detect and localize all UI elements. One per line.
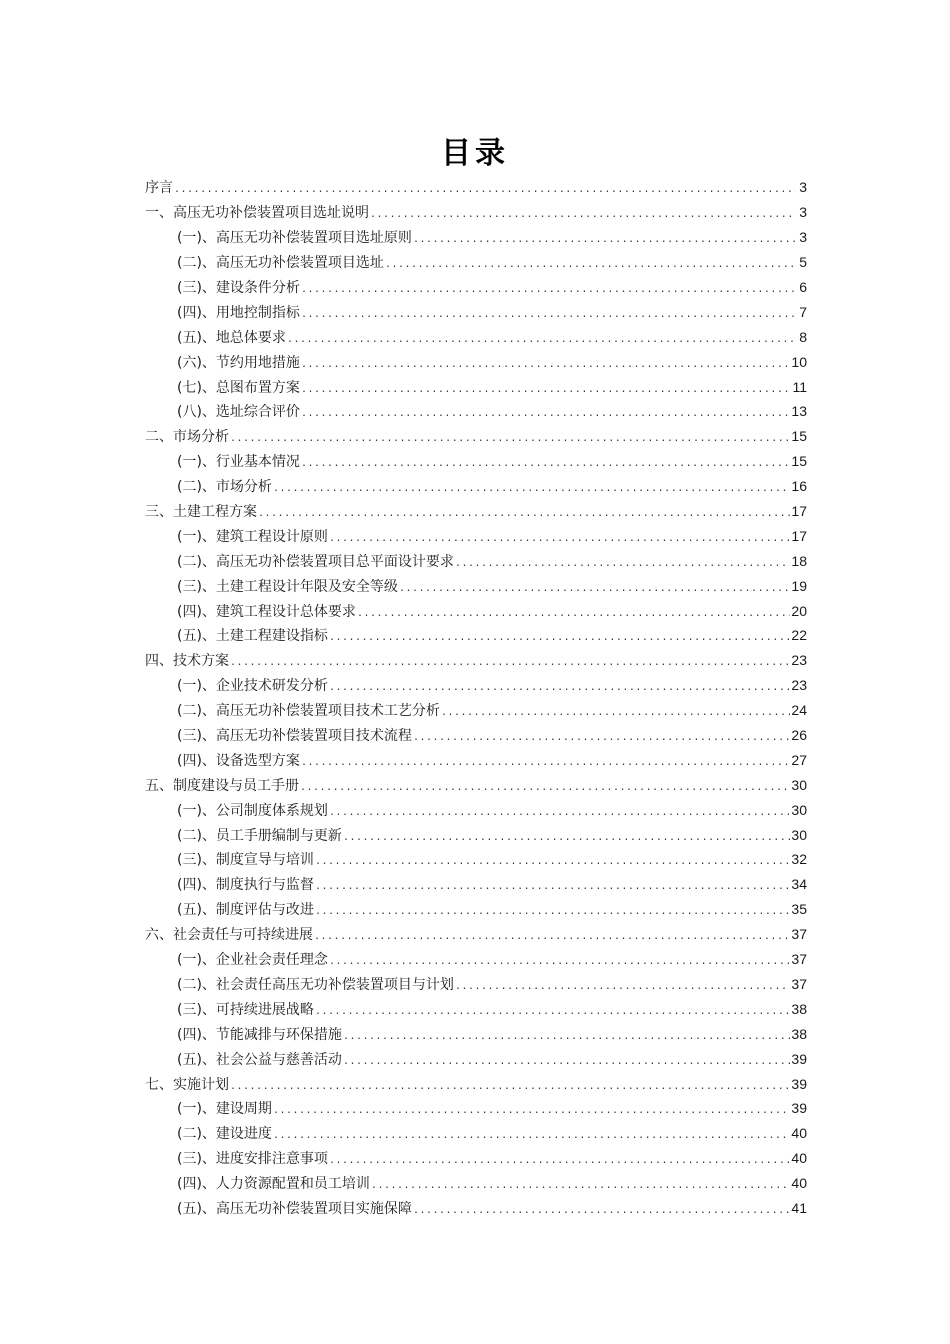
toc-section-entry[interactable] — [145, 573, 807, 598]
toc-page-number: 3 — [799, 179, 807, 196]
toc-page-number: 16 — [791, 478, 807, 495]
toc-page-number: 40 — [791, 1125, 807, 1142]
toc-dot-leader — [343, 833, 790, 843]
toc-entry-text: (一)、公司制度体系规划 — [177, 802, 328, 819]
toc-section-entry[interactable] — [145, 698, 807, 723]
toc-page-number: 34 — [791, 876, 807, 893]
toc-dot-leader — [300, 783, 790, 793]
toc-page-number: 32 — [791, 851, 807, 868]
toc-page-number: 39 — [791, 1050, 807, 1067]
toc-dot-leader — [329, 808, 790, 818]
toc-section-entry[interactable] — [145, 250, 807, 275]
toc-dot-leader — [329, 633, 790, 643]
toc-section-entry[interactable] — [145, 797, 807, 822]
toc-section-entry[interactable] — [145, 374, 807, 399]
toc-list — [145, 175, 807, 1220]
toc-dot-leader — [455, 982, 790, 992]
toc-chapter-entry[interactable] — [145, 648, 807, 673]
toc-entry-text: (二)、高压无功补偿装置项目技术工艺分析 — [177, 703, 440, 720]
toc-page-number: 3 — [799, 204, 807, 221]
toc-page-number: 37 — [791, 951, 807, 968]
toc-page-number: 5 — [799, 254, 807, 271]
toc-page-number: 30 — [791, 826, 807, 843]
toc-dot-leader — [301, 409, 790, 419]
toc-section-entry[interactable] — [145, 996, 807, 1021]
toc-dot-leader — [315, 882, 790, 892]
toc-entry-text: (八)、选址综合评价 — [177, 404, 300, 421]
toc-section-entry[interactable] — [145, 1046, 807, 1071]
toc-dot-leader — [230, 434, 790, 444]
toc-dot-leader — [301, 459, 790, 469]
toc-dot-leader — [357, 609, 790, 619]
toc-page-number: 24 — [791, 702, 807, 719]
toc-entry-text: (四)、建筑工程设计总体要求 — [177, 603, 356, 620]
toc-entry-text: (四)、用地控制指标 — [177, 304, 300, 321]
toc-dot-leader — [441, 708, 790, 718]
toc-dot-leader — [385, 260, 796, 270]
toc-entry-text: (一)、建设周期 — [177, 1101, 272, 1118]
toc-dot-leader — [371, 1181, 790, 1191]
toc-dot-leader — [329, 534, 790, 544]
toc-page-number: 27 — [791, 751, 807, 768]
toc-entry-text: (四)、制度执行与监督 — [177, 877, 314, 894]
toc-page-number: 15 — [791, 453, 807, 470]
toc-page-number: 38 — [791, 1000, 807, 1017]
toc-section-entry[interactable] — [145, 1171, 807, 1196]
toc-entry-text: (一)、建筑工程设计原则 — [177, 528, 328, 545]
toc-entry-text: (一)、高压无功补偿装置项目选址原则 — [177, 230, 412, 247]
toc-section-entry[interactable] — [145, 399, 807, 424]
toc-section-entry[interactable] — [145, 1146, 807, 1171]
toc-entry-text: 三、土建工程方案 — [145, 504, 257, 521]
toc-dot-leader — [301, 385, 792, 395]
toc-entry-text: (三)、土建工程设计年限及安全等级 — [177, 578, 398, 595]
toc-entry-text: (二)、员工手册编制与更新 — [177, 827, 342, 844]
toc-section-entry[interactable] — [145, 449, 807, 474]
toc-dot-leader — [230, 1082, 790, 1092]
toc-chapter-entry[interactable] — [145, 200, 807, 225]
toc-dot-leader — [343, 1032, 790, 1042]
toc-chapter-entry[interactable] — [145, 772, 807, 797]
toc-page-number: 6 — [799, 279, 807, 295]
toc-dot-leader — [273, 1131, 790, 1141]
toc-dot-leader — [399, 584, 790, 594]
toc-dot-leader — [315, 907, 790, 917]
toc-entry-text: (一)、企业技术研发分析 — [177, 678, 328, 695]
toc-section-entry[interactable] — [145, 673, 807, 698]
toc-dot-leader — [301, 758, 790, 768]
toc-page-number: 22 — [791, 627, 807, 644]
toc-page-number: 18 — [791, 552, 807, 569]
toc-section-entry[interactable] — [145, 299, 807, 324]
toc-section-entry[interactable] — [145, 349, 807, 374]
toc-entry-text: (一)、企业社会责任理念 — [177, 952, 328, 969]
toc-page-number: 37 — [791, 975, 807, 992]
toc-entry-text: (四)、设备选型方案 — [177, 752, 300, 769]
toc-section-entry[interactable] — [145, 598, 807, 623]
toc-page-number: 38 — [791, 1025, 807, 1042]
toc-dot-leader — [273, 484, 790, 494]
toc-section-entry[interactable] — [145, 324, 807, 349]
toc-entry-text: 五、制度建设与员工手册 — [145, 777, 299, 794]
toc-entry-text: (一)、行业基本情况 — [177, 454, 300, 471]
toc-dot-leader — [343, 1057, 790, 1067]
toc-page-number: 17 — [791, 503, 807, 520]
toc-dot-leader — [301, 310, 796, 320]
toc-page-number: 37 — [791, 926, 807, 943]
toc-page-number: 11 — [792, 378, 807, 395]
toc-dot-leader — [174, 185, 796, 195]
toc-dot-leader — [314, 932, 790, 942]
toc-title: 目录 — [441, 136, 509, 171]
toc-section-entry[interactable] — [145, 872, 807, 897]
toc-dot-leader — [230, 658, 790, 668]
toc-section-entry[interactable] — [145, 225, 807, 250]
toc-chapter-entry[interactable] — [145, 1071, 807, 1096]
toc-entry-text: (三)、高压无功补偿装置项目技术流程 — [177, 728, 412, 745]
toc-entry-text: 七、实施计划 — [145, 1076, 229, 1093]
toc-entry-text: (七)、总图布置方案 — [177, 379, 300, 396]
toc-dot-leader — [287, 335, 796, 345]
toc-section-entry[interactable] — [145, 623, 807, 648]
toc-entry-text: 序言 — [145, 180, 173, 197]
toc-dot-leader — [370, 210, 796, 220]
toc-entry-text: 一、高压无功补偿装置项目选址说明 — [145, 205, 369, 222]
toc-entry-text: (二)、高压无功补偿装置项目总平面设计要求 — [177, 553, 454, 570]
toc-dot-leader — [413, 733, 790, 743]
toc-page-number: 3 — [799, 229, 807, 246]
toc-page-number: 7 — [799, 303, 807, 320]
toc-page-number: 23 — [791, 677, 807, 694]
toc-section-entry[interactable] — [145, 474, 807, 499]
toc-page-number: 30 — [791, 776, 807, 793]
toc-dot-leader — [301, 360, 790, 370]
toc-chapter-entry[interactable] — [145, 922, 807, 947]
toc-entry-text: (五)、高压无功补偿装置项目实施保障 — [177, 1200, 412, 1217]
toc-dot-leader — [329, 1156, 790, 1166]
toc-entry-text: 二、市场分析 — [145, 429, 229, 446]
toc-dot-leader — [273, 1106, 790, 1116]
toc-entry-text: (三)、建设条件分析 — [177, 280, 300, 296]
toc-page-number: 20 — [791, 602, 807, 619]
toc-dot-leader — [455, 559, 790, 569]
toc-entry-text: (三)、制度宣导与培训 — [177, 852, 314, 869]
toc-entry-text: (五)、社会公益与慈善活动 — [177, 1051, 342, 1068]
toc-section-entry[interactable] — [145, 275, 807, 300]
toc-entry-text: (四)、节能减排与环保措施 — [177, 1026, 342, 1043]
toc-entry-text: 四、技术方案 — [145, 653, 229, 670]
toc-entry-text: (五)、制度评估与改进 — [177, 902, 314, 919]
toc-page-number: 8 — [799, 328, 807, 345]
toc-section-entry[interactable] — [145, 1196, 807, 1221]
toc-page-number: 15 — [791, 428, 807, 445]
toc-page-number: 26 — [791, 727, 807, 744]
toc-page-number: 40 — [791, 1175, 807, 1192]
toc-page-number: 41 — [791, 1199, 807, 1216]
toc-section-entry[interactable] — [145, 897, 807, 922]
toc-chapter-entry[interactable] — [145, 175, 807, 200]
toc-page-number: 19 — [791, 577, 807, 594]
toc-entry-text: (六)、节约用地措施 — [177, 354, 300, 371]
toc-section-entry[interactable] — [145, 523, 807, 548]
toc-dot-leader — [301, 285, 796, 295]
toc-dot-leader — [329, 957, 790, 967]
toc-entry-text: (三)、进度安排注意事项 — [177, 1151, 328, 1168]
toc-entry-text: (三)、可持续进展战略 — [177, 1001, 314, 1018]
toc-section-entry[interactable] — [145, 1096, 807, 1121]
toc-section-entry[interactable] — [145, 947, 807, 972]
toc-entry-text: 六、社会责任与可持续进展 — [145, 927, 313, 944]
toc-page-number: 39 — [791, 1075, 807, 1092]
toc-dot-leader — [329, 683, 790, 693]
toc-page-number: 17 — [791, 527, 807, 544]
toc-entry-text: (五)、地总体要求 — [177, 329, 286, 346]
toc-page-number: 23 — [791, 652, 807, 669]
toc-section-entry[interactable] — [145, 1021, 807, 1046]
toc-page-number: 30 — [791, 801, 807, 818]
toc-dot-leader — [315, 1007, 790, 1017]
toc-dot-leader — [315, 857, 790, 867]
toc-section-entry[interactable] — [145, 972, 807, 997]
toc-entry-text: (二)、高压无功补偿装置项目选址 — [177, 255, 384, 272]
toc-page-number: 10 — [791, 353, 807, 370]
toc-section-entry[interactable] — [145, 847, 807, 872]
toc-entry-text: (二)、社会责任高压无功补偿装置项目与计划 — [177, 976, 454, 993]
toc-dot-leader — [258, 509, 790, 519]
toc-section-entry[interactable] — [145, 723, 807, 748]
toc-page-number: 39 — [791, 1100, 807, 1117]
toc-page-number: 13 — [791, 403, 807, 420]
toc-dot-leader — [413, 235, 796, 245]
toc-page-number: 40 — [791, 1150, 807, 1167]
toc-entry-text: (四)、人力资源配置和员工培训 — [177, 1176, 370, 1193]
toc-chapter-entry[interactable] — [145, 424, 807, 449]
toc-entry-text: (五)、土建工程建设指标 — [177, 628, 328, 645]
toc-page-number: 35 — [791, 901, 807, 918]
toc-entry-text: (二)、市场分析 — [177, 479, 272, 496]
toc-entry-text: (二)、建设进度 — [177, 1126, 272, 1143]
toc-section-entry[interactable] — [145, 1121, 807, 1146]
toc-section-entry[interactable] — [145, 548, 807, 573]
toc-dot-leader — [413, 1206, 790, 1216]
toc-section-entry[interactable] — [145, 822, 807, 847]
toc-section-entry[interactable] — [145, 747, 807, 772]
toc-chapter-entry[interactable] — [145, 499, 807, 524]
